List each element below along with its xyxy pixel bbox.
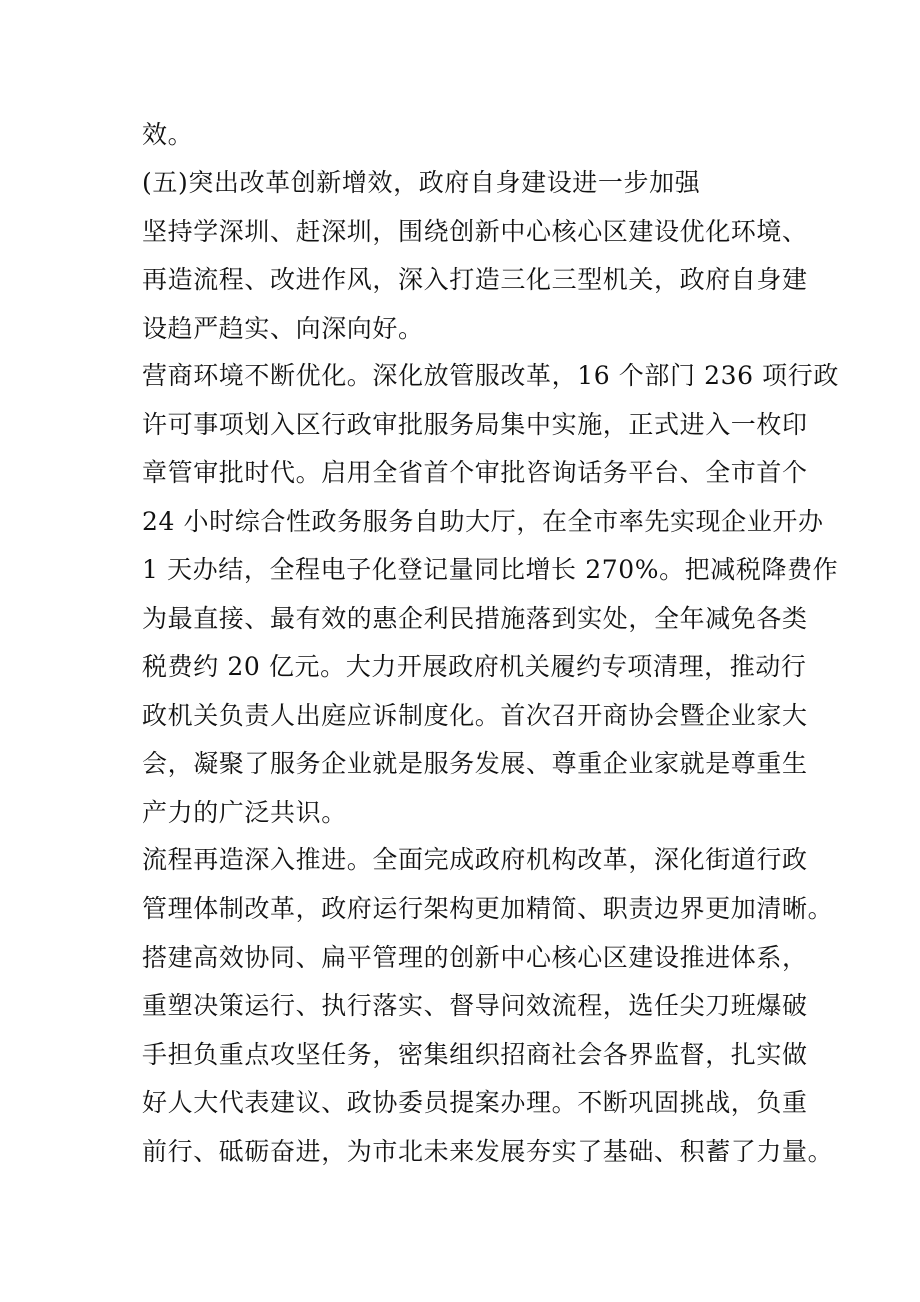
text-line: 搭建高效协同、扁平管理的创新中心核心区建设推进体系， <box>142 943 808 972</box>
text-line: 流程再造深入推进。全面完成政府机构改革，深化街道行政 <box>142 845 808 874</box>
text-line: 重塑决策运行、执行落实、督导问效流程，选任尖刀班爆破 <box>142 991 808 1020</box>
text-line: 好人大代表建议、政协委员提案办理。不断巩固挑战，负重 <box>142 1088 808 1117</box>
text-line: 坚持学深圳、赶深圳，围绕创新中心核心区建设优化环境、 <box>142 217 808 246</box>
text-line: 产力的广泛共识。 <box>142 798 347 827</box>
text-line: 1 天办结，全程电子化登记量同比增长 270%。把减税降费作 <box>142 555 839 584</box>
text-line: 会，凝聚了服务企业就是服务发展、尊重企业家就是尊重生 <box>142 749 808 778</box>
text-line: 24 小时综合性政务服务自助大厅，在全市率先实现企业开办 <box>142 507 824 536</box>
text-line: 为最直接、最有效的惠企利民措施落到实处，全年减免各类 <box>142 604 808 633</box>
text-line: 设趋严趋实、向深向好。 <box>142 314 424 343</box>
text-line: 营商环境不断优化。深化放管服改革，16 个部门 236 项行政 <box>142 361 839 390</box>
text-line: 效。 <box>142 120 194 149</box>
section-heading: (五)突出改革创新增效，政府自身建设进一步加强 <box>142 168 701 197</box>
text-line: 前行、砥砺奋进，为市北未来发展夯实了基础、积蓄了力量。 <box>142 1137 834 1166</box>
text-line: 再造流程、改进作风，深入打造三化三型机关，政府自身建 <box>142 265 808 294</box>
text-line: 政机关负责人出庭应诉制度化。首次召开商协会暨企业家大 <box>142 701 808 730</box>
text-line: 税费约 20 亿元。大力开展政府机关履约专项清理，推动行 <box>142 652 807 681</box>
text-line: 手担负重点攻坚任务，密集组织招商社会各界监督，扎实做 <box>142 1040 808 1069</box>
text-line: 章管审批时代。启用全省首个审批咨询话务平台、全市首个 <box>142 458 808 487</box>
text-line: 许可事项划入区行政审批服务局集中实施，正式进入一枚印 <box>142 410 808 439</box>
text-line: 管理体制改革，政府运行架构更加精简、职责边界更加清晰。 <box>142 894 834 923</box>
